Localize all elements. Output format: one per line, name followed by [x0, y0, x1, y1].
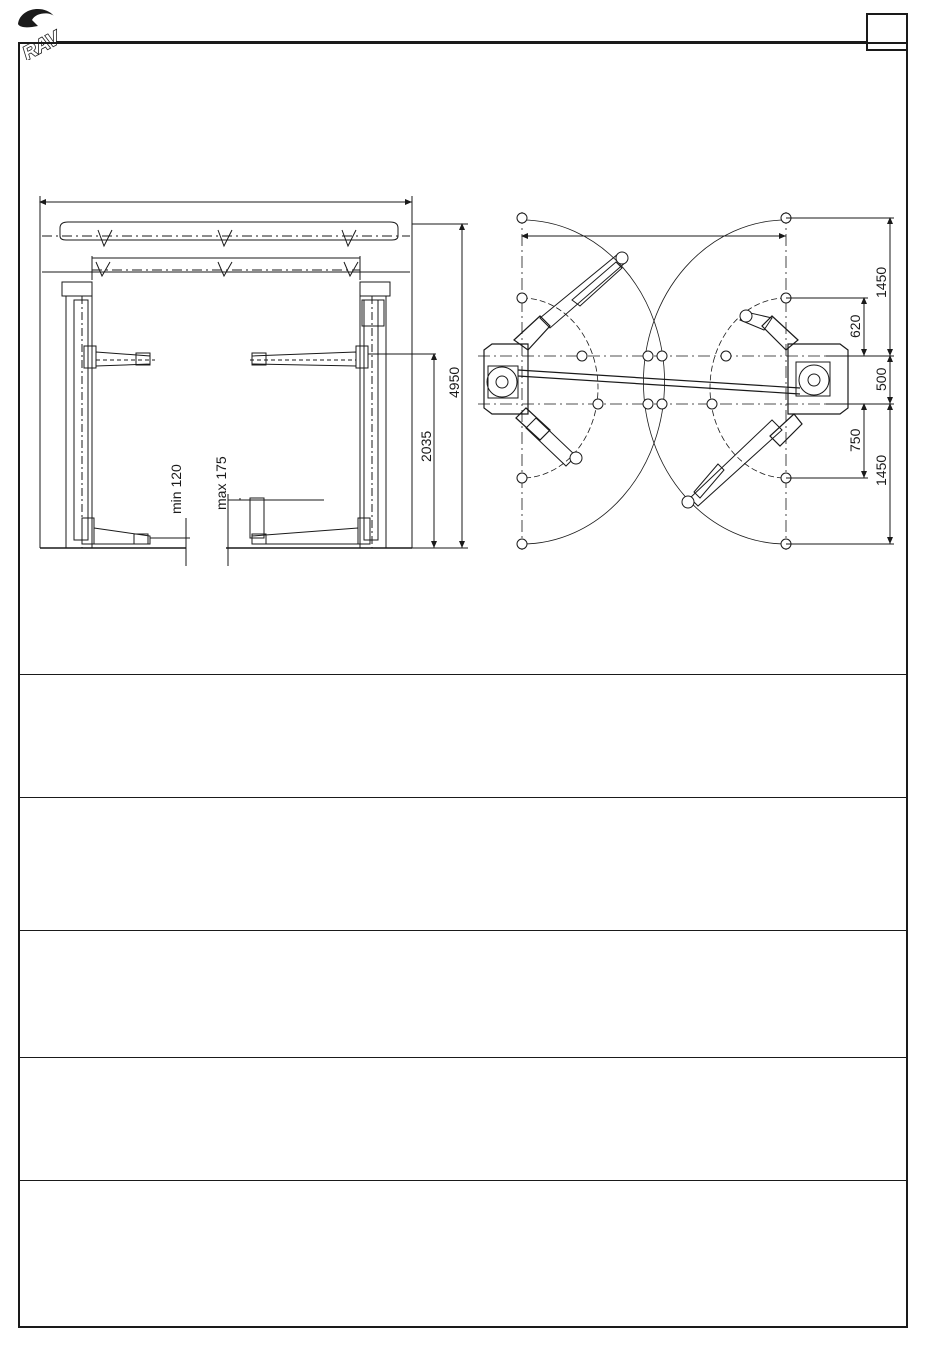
dim-upper-outer-label: 1450 [873, 266, 889, 298]
dim-total-height-label: 4950 [446, 366, 462, 398]
front-view-lift [40, 196, 468, 566]
dim-lift-height-label: 2035 [418, 430, 434, 462]
section-divider [18, 930, 908, 931]
logo-text: RAV [19, 27, 64, 60]
dim-upper-inner-label: 620 [847, 314, 863, 338]
dim-lower-inner-label: 750 [847, 428, 863, 452]
dim-center-label: 500 [873, 367, 889, 391]
section-divider [18, 1057, 908, 1058]
dim-min-label: min 120 [168, 464, 184, 514]
section-divider [18, 1180, 908, 1181]
section-divider [18, 797, 908, 798]
dim-max-label: max 175 [213, 456, 229, 510]
plan-view-lift [478, 212, 894, 550]
technical-drawing [0, 0, 950, 680]
dim-lower-outer-label: 1450 [873, 454, 889, 486]
